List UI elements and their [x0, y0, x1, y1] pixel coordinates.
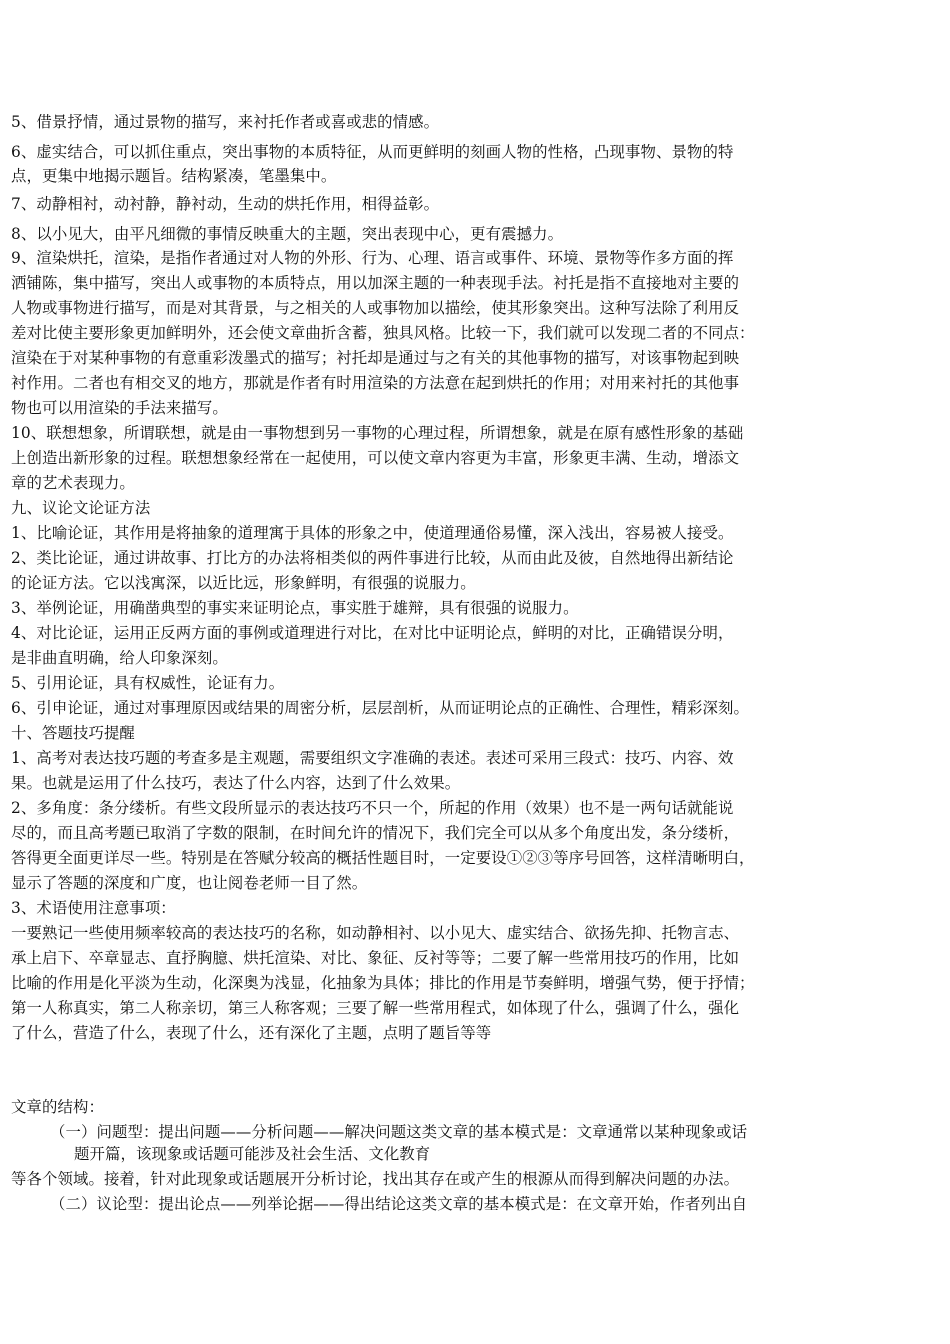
structure-paragraph-2: （二）议论型：提出论点——列举论据——得出结论这类文章的基本模式是：在文章开始，作者列出自: [50, 1195, 748, 1213]
text-line: 物也可以用渲染的手法来描写。: [11, 399, 228, 417]
text-line: 5、借景抒情，通过景物的描写，来衬托作者或喜或悲的情感。: [11, 113, 440, 131]
text-line: 3、举例论证，用确凿典型的事实来证明论点，事实胜于雄辩，具有很强的说服力。: [11, 599, 579, 617]
text-line: 第一人称真实，第二人称亲切，第三人称客观；三要了解一些常用程式，如体现了什么，强调了什么，强化: [11, 999, 740, 1017]
text-line: 6、虚实结合，可以抓住重点，突出事物的本质特征，从而更鲜明的刻画人物的性格，凸现事物、景物的特: [11, 143, 734, 161]
structure-heading: 文章的结构：: [11, 1098, 104, 1116]
structure-paragraph-1: （一）问题型：提出问题——分析问题——解决问题这类文章的基本模式是：文章通常以某种现象或话: [50, 1123, 748, 1141]
section-heading: 十、答题技巧提醒: [11, 724, 135, 742]
text-line: 显示了答题的深度和广度，也让阅卷老师一目了然。: [11, 874, 368, 892]
text-line: 了什么，营造了什么，表现了什么，还有深化了主题，点明了题旨等等: [11, 1024, 492, 1042]
text-line: 2、多角度：条分缕析。有些文段所显示的表达技巧不只一个，所起的作用（效果）也不是一两句话就能说: [11, 799, 734, 817]
text-line: 9、渲染烘托，渲染，是指作者通过对人物的外形、行为、心理、语言或事件、环境、景物等作多方面的挥: [11, 249, 734, 267]
structure-paragraph-1-cont: 题开篇，该现象或话题可能涉及社会生活、文化教育: [74, 1145, 431, 1163]
text-line: 2、类比论证，通过讲故事、打比方的办法将相类似的两件事进行比较，从而由此及彼，自然地得出新结论: [11, 549, 734, 567]
text-line: 差对比使主要形象更加鲜明外，还会使文章曲折含蓄，独具风格。比较一下，我们就可以发现二者的不同点：: [11, 324, 755, 342]
text-line: 答得更全面更详尽一些。特别是在答赋分较高的概括性题目时，一定要设①②③等序号回答，这样清晰明白，: [11, 849, 755, 867]
text-line: 上创造出新形象的过程。联想想象经常在一起使用，可以使文章内容更为丰富，形象更丰满、生动，增添文: [11, 449, 740, 467]
text-line: 尽的，而且高考题已取消了字数的限制，在时间允许的情况下，我们完全可以从多个角度出发，条分缕析，: [11, 824, 740, 842]
text-line: 人物或事物进行描写，而是对其背景，与之相关的人或事物加以描绘，使其形象突出。这种写法除了利用反: [11, 299, 740, 317]
text-line: 衬作用。二者也有相交叉的地方，那就是作者有时用渲染的方法意在起到烘托的作用；对用来衬托的其他事: [11, 374, 740, 392]
text-line: 比喻的作用是化平淡为生动，化深奥为浅显，化抽象为具体；排比的作用是节奏鲜明，增强气势，便于抒情；: [11, 974, 755, 992]
text-line: 8、以小见大，由平凡细微的事情反映重大的主题，突出表现中心，更有震撼力。: [11, 225, 564, 243]
text-line: 10、联想想象，所谓联想，就是由一事物想到另一事物的心理过程，所谓想象，就是在原有感性形象的基础: [11, 424, 744, 442]
text-line: 的论证方法。它以浅寓深，以近比远，形象鲜明，有很强的说服力。: [11, 574, 476, 592]
text-line: 点，更集中地揭示题旨。结构紧凑，笔墨集中。: [11, 167, 337, 185]
text-line: 4、对比论证，运用正反两方面的事例或道理进行对比，在对比中证明论点，鲜明的对比，正确错误分明，: [11, 624, 734, 642]
text-line: 洒铺陈，集中描写，突出人或事物的本质特点，用以加深主题的一种表现手法。衬托是指不直接地对主要的: [11, 274, 740, 292]
structure-paragraph-1-cont: 等各个领域。接着，针对此现象或话题展开分析讨论，找出其存在或产生的根源从而得到解决问题的办法。: [11, 1170, 740, 1188]
text-line: 承上启下、卒章显志、直抒胸臆、烘托渲染、对比、象征、反衬等等；二要了解一些常用技巧的作用，比如: [11, 949, 740, 967]
text-line: 7、动静相衬，动衬静，静衬动，生动的烘托作用，相得益彰。: [11, 195, 440, 213]
text-line: 5、引用论证，具有权威性，论证有力。: [11, 674, 285, 692]
text-line: 果。也就是运用了什么技巧，表达了什么内容，达到了什么效果。: [11, 774, 461, 792]
text-line: 3、术语使用注意事项：: [11, 899, 176, 917]
text-line: 一要熟记一些使用频率较高的表达技巧的名称，如动静相衬、以小见大、虚实结合、欲扬先抑、托物言志、: [11, 924, 740, 942]
text-line: 章的艺术表现力。: [11, 474, 135, 492]
text-line: 1、比喻论证，其作用是将抽象的道理寓于具体的形象之中，使道理通俗易懂，深入浅出，容易被人接受。: [11, 524, 734, 542]
text-line: 是非曲直明确，给人印象深刻。: [11, 649, 228, 667]
text-line: 渲染在于对某种事物的有意重彩泼墨式的描写；衬托却是通过与之有关的其他事物的描写，对该事物起到映: [11, 349, 740, 367]
text-line: 1、高考对表达技巧题的考查多是主观题，需要组织文字准确的表述。表述可采用三段式：技巧、内容、效: [11, 749, 734, 767]
text-line: 6、引申论证，通过对事理原因或结果的周密分析，层层剖析，从而证明论点的正确性、合理性，精彩深刻。: [11, 699, 749, 717]
section-heading: 九、议论文论证方法: [11, 499, 151, 517]
